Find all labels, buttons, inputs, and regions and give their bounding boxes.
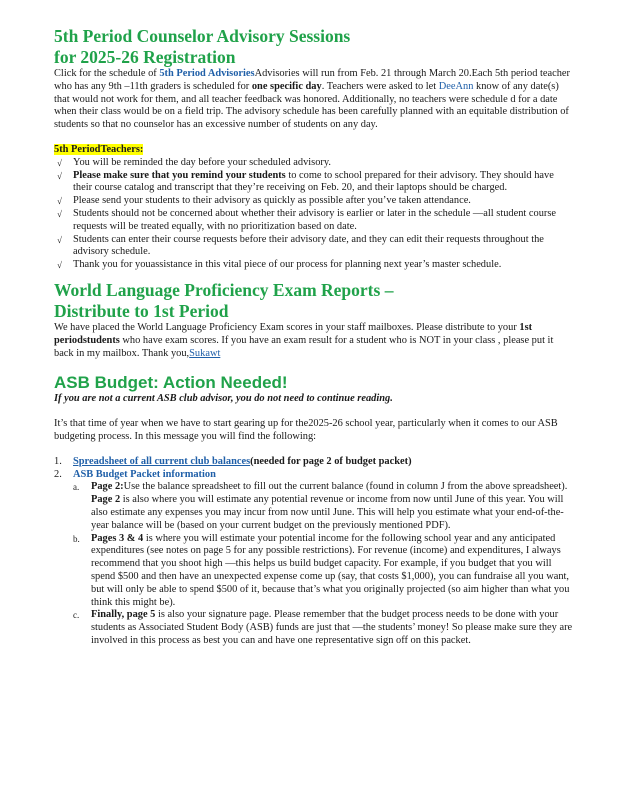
- check-icon: √: [57, 260, 62, 271]
- text-run: Advisories will run from Feb. 21 through March 20.Each 5th period teacher who has any 9th –11th graders is scheduled for: [54, 68, 570, 92]
- sublist-item: [54, 533, 574, 610]
- text-run: who have exam scores. If you have an exam result for a student who is NOT in your class , please put it back in my mailbox. Thank you,: [54, 334, 554, 359]
- bold-text: one specific day: [251, 80, 322, 92]
- list-item-text: to come to school prepared for their advisory. They should have their course catalog and transcript that they’re receiving on Feb. 20, and their laptops should be charged.: [73, 169, 554, 194]
- list-item: [54, 195, 574, 208]
- sublist-text: is also where you will estimate any potential revenue or income from now until June of this year. You will also estimate any expenses you may incur from now until June. This will help you estimate what your end-of-the-year balance will be (based on your current budget on the previously mentioned PDF).: [91, 494, 564, 531]
- list-number: 2.: [54, 468, 62, 480]
- teacher-checklist: [54, 157, 574, 272]
- list-number: 1.: [54, 455, 62, 467]
- list-item-text: Students can enter their course requests before their advisory date, and they can edit their requests throughout the advisory schedule.: [73, 233, 544, 258]
- sublist-bold: Page 2:: [91, 481, 124, 493]
- document-page: [54, 26, 574, 648]
- text-run: Click for the schedule of: [54, 68, 160, 79]
- deeann-link[interactable]: DeeAnn: [438, 80, 474, 92]
- advisory-heading-line1: 5th Period Counselor Advisory Sessions: [54, 26, 351, 46]
- sublist-item: [54, 481, 574, 532]
- list-item-bold: Please make sure that you remind your students: [73, 169, 286, 181]
- text-run: know of any date(s) that would not work for them, and all teacher feedback was honored. Additionally, no teachers were schedule d for a date when their class would be on a field trip. The advisory schedule has been carefully planned with an equitable distribution of students so that no counselor has an excessive number of students on any day.: [54, 80, 569, 131]
- sublist-text: Use the balance spreadsheet to fill out the current balance (found in column J from the above spreadsheet).: [123, 481, 568, 493]
- sublist-item: [54, 609, 574, 647]
- text-run: We have placed the World Language Proficiency Exam scores in your staff mailboxes. Please distribute to your: [54, 321, 520, 333]
- list-item-text: Please send your students to their advisory as quickly as possible after you’ve taken attendance.: [73, 195, 471, 207]
- list-item: [54, 170, 574, 196]
- bold-text: 1st periodstudents: [54, 321, 533, 346]
- sublist-bold: Pages 3 & 4: [91, 532, 144, 544]
- sublist-letter: c.: [73, 610, 80, 621]
- budget-sublist: [54, 481, 574, 647]
- list-item-text: Thank you for youassistance in this vital piece of our process for planning next year’s master schedule.: [73, 259, 502, 271]
- world-language-heading-line2: Distribute to 1st Period: [54, 300, 229, 321]
- sublist-bold: Page 2: [91, 494, 121, 506]
- sublist-text: is where you will estimate your potential income for the following school year and any anticipated expenditures (see notes on page 5 for any possible restrictions). For revenue (income) and expenditures, I always recommend that you shoot high —this helps us build budget capacity. For example, if you budget that you will spend $500 and then have an unexpected expense come up (say, that costs $1,000), you can fundraise all you want, but will only be able to spend $500 of it, because that’s what you originally projected (so aim higher than what you think this might be).: [91, 532, 570, 608]
- club-balances-link[interactable]: Spreadsheet of all current club balances: [73, 455, 251, 467]
- budget-packet-link[interactable]: ASB Budget Packet information: [73, 468, 216, 480]
- world-language-heading-line1: World Language Proficiency Exam Reports –: [54, 279, 394, 300]
- list-item: [54, 234, 574, 260]
- list-item-text: Students should not be concerned about whether their advisory is earlier or later in the schedule —all student course requests will be treated equally, with no prioritization based on date.: [73, 207, 557, 232]
- check-icon: √: [57, 170, 62, 181]
- advisory-heading: [54, 26, 574, 68]
- advisory-schedule-link[interactable]: 5th Period Advisories: [159, 68, 255, 79]
- list-item: [54, 208, 574, 234]
- list-item: [54, 469, 574, 648]
- advisory-heading-line2: for 2025-26 Registration: [54, 47, 236, 67]
- list-item: [54, 259, 574, 272]
- list-item: [54, 456, 574, 469]
- list-item: [54, 157, 574, 170]
- asb-intro: It’s that time of year when we have to start gearing up for the2025-26 school year, particularly when it comes to our ASB budgeting process. In this message you will find the following:: [54, 418, 558, 442]
- asb-heading: ASB Budget: Action Needed!: [54, 373, 288, 393]
- teachers-label: 5th PeriodTeachers:: [54, 143, 144, 155]
- asb-list: [54, 456, 574, 648]
- world-language-heading: [54, 280, 574, 322]
- advisory-paragraph: [54, 68, 574, 132]
- check-icon: √: [57, 208, 62, 219]
- world-language-paragraph: [54, 322, 574, 360]
- list-item-bold: (needed for page 2 of budget packet): [250, 455, 412, 467]
- sukawt-link[interactable]: Sukawt: [189, 347, 221, 359]
- text-run: . Teachers were asked to let: [321, 80, 439, 92]
- sublist-bold: Finally, page 5: [91, 609, 156, 621]
- asb-note: If you are not a current ASB club advisor, you do not need to continue reading.: [54, 393, 393, 405]
- sublist-letter: a.: [73, 482, 80, 493]
- sublist-letter: b.: [73, 533, 80, 544]
- list-item-text: You will be reminded the day before your scheduled advisory.: [73, 156, 331, 168]
- check-icon: √: [57, 157, 62, 168]
- check-icon: √: [57, 234, 62, 245]
- sublist-text: is also your signature page. Please remember that the budget process needs to be done with your students as Associated Student Body (ASB) funds are just that —the students’ money! So please make sure they are involved in this process as best you can and have one representative sign off on this packet.: [91, 609, 573, 646]
- check-icon: √: [57, 196, 62, 207]
